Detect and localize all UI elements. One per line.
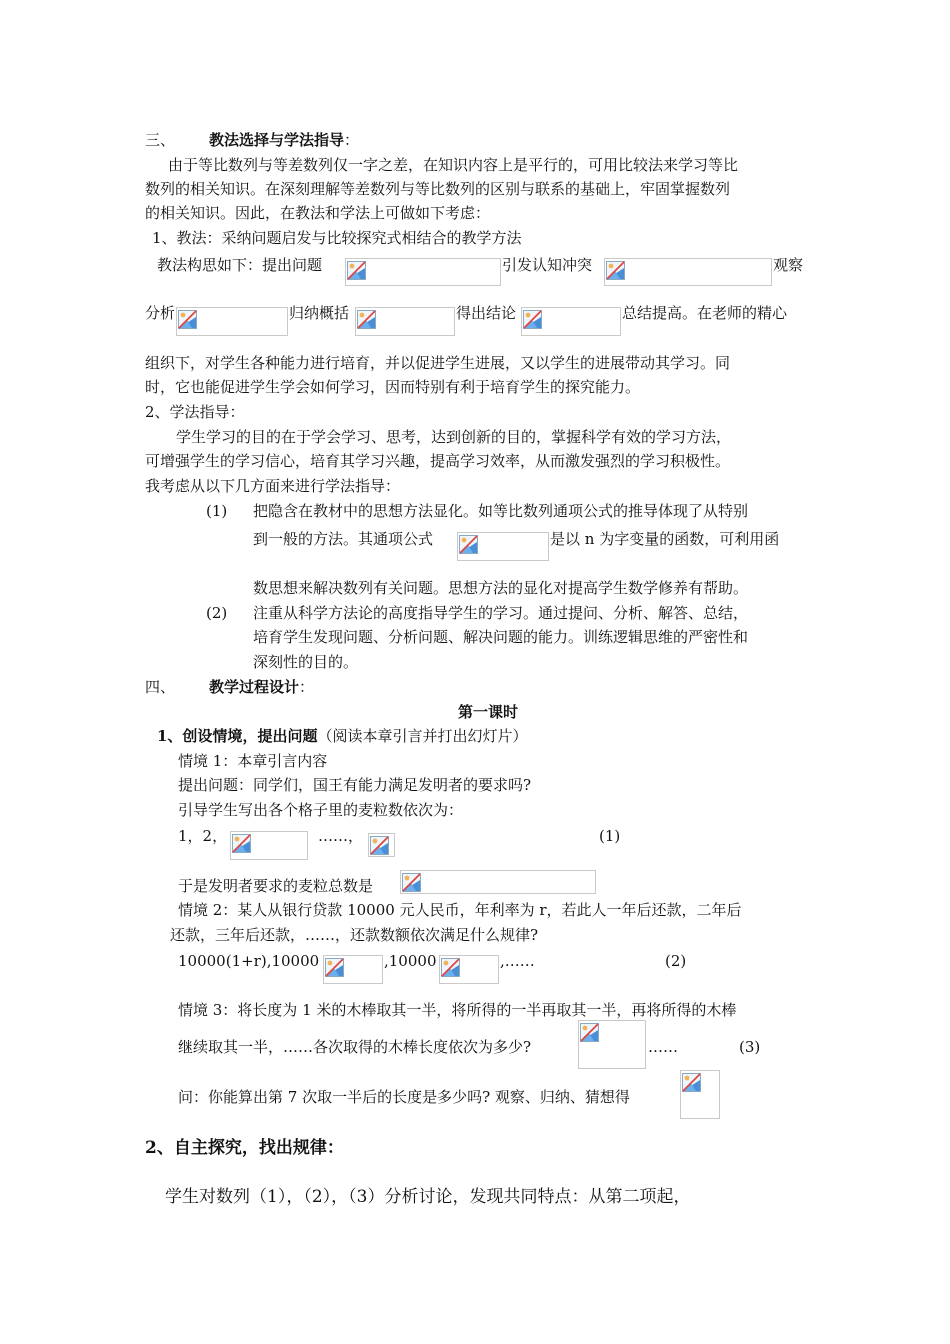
section3-heading: [145, 130, 359, 150]
scenario-2: 情境 2：某人从银行贷款 10000 元人民币，年利率为 r，若此人一年后还款，二年后: [178, 901, 742, 919]
guide-text: 引导学生写出各个格子里的麦粒数依次为：: [178, 801, 464, 819]
list-text: 是以 n 为字变量的函数，可利用函: [550, 530, 780, 548]
learning-guide-item: 2、学法指导：: [145, 403, 245, 421]
formula-image: [457, 532, 549, 561]
scenario-1: 情境 1：本章引言内容: [178, 752, 328, 770]
formula-image: [521, 307, 621, 336]
broken-image-icon: [232, 834, 251, 853]
formula-image: [368, 833, 395, 857]
section4-number: 四、: [145, 678, 176, 696]
broken-image-icon: [580, 1023, 599, 1042]
list-number: (1): [206, 502, 228, 520]
formula-image: [439, 955, 499, 984]
scenario-3: 继续取其一半，……各次取得的木棒长度依次为多少?: [178, 1038, 532, 1056]
formula-image: [345, 258, 501, 286]
step1-note: （阅读本章引言并打出幻灯片）: [317, 727, 528, 745]
lesson-title: 第一课时: [458, 703, 519, 721]
scenario-2: 还款，三年后还款，……，还款数额依次满足什么规律?: [170, 926, 539, 944]
paragraph-line: 由于等比数列与等差数列仅一字之差，在知识内容上是平行的，可用比较法来学习等比: [168, 156, 739, 174]
paragraph-line: 组织下，对学生各种能力进行培育，并以促进学生进展，又以学生的进展带动其学习。同: [145, 354, 731, 372]
list-text: 把隐含在教材中的思想方法显化。如等比数列通项公式的推导体现了从特别: [253, 502, 749, 520]
paragraph-line: 学生学习的目的在于学会学习、思考，达到创新的目的，掌握科学有效的学习方法，: [176, 428, 732, 446]
formula-image: [355, 307, 455, 336]
flow-text: 引发认知冲突: [502, 256, 593, 274]
list-text: 深刻性的目的。: [253, 653, 359, 671]
list-text: 培育学生发现问题、分析问题、解决问题的能力。训练逻辑思维的严密性和: [253, 628, 749, 646]
paragraph-line: 学生对数列（1），（2），（3）分析讨论，发现共同特点：从第二项起，: [165, 1187, 691, 1207]
section4-heading: [145, 677, 314, 697]
question-1: 提出问题：同学们，国王有能力满足发明者的要求吗?: [178, 776, 532, 794]
broken-image-icon: [606, 261, 625, 280]
scenario-3: 情境 3：将长度为 1 米的木棒取其一半，将所得的一半再取其一半，再将所得的木棒: [178, 1001, 737, 1019]
sequence-text: ……: [648, 1038, 678, 1056]
paragraph-line: 可增强学生的学习信心，培育其学习兴趣，提高学习效率，从而激发强烈的学习积极性。: [145, 452, 731, 470]
sequence-text: ,……: [500, 952, 535, 970]
paragraph-line: 的相关知识。因此，在教法和学法上可做如下考虑：: [145, 204, 491, 222]
broken-image-icon: [347, 261, 366, 280]
broken-image-icon: [459, 535, 478, 554]
flow-text: 归纳概括: [289, 304, 350, 322]
list-text: 到一般的方法。其通项公式: [253, 530, 434, 548]
section4-colon: ：: [299, 678, 315, 696]
step2-title: 2、自主探究，找出规律：: [145, 1138, 344, 1158]
list-text: 数思想来解决数列有关问题。思想方法的显化对提高学生数学修养有帮助。: [253, 579, 749, 597]
question-text: 问：你能算出第 7 次取一半后的长度是多少吗? 观察、归纳、猜想得: [178, 1088, 630, 1106]
step1-title: 1、创设情境，提出问题: [157, 727, 318, 745]
formula-image: [680, 1070, 720, 1119]
paragraph-line: 数列的相关知识。在深刻理解等差数列与等比数列的区别与联系的基础上，牢固掌握数列: [145, 180, 731, 198]
total-text: 于是发明者要求的麦粒总数是: [178, 877, 374, 895]
formula-image: [323, 955, 383, 984]
flow-text: 得出结论: [456, 304, 517, 322]
paragraph-line: 时，它也能促进学生学会如何学习，因而特别有利于培育学生的探究能力。: [145, 378, 641, 396]
formula-image: [604, 258, 772, 286]
sequence-text: ,10000: [384, 952, 437, 970]
broken-image-icon: [325, 958, 344, 977]
section4-title: 教学过程设计: [209, 678, 300, 696]
broken-image-icon: [441, 958, 460, 977]
broken-image-icon: [357, 310, 376, 329]
teaching-method-item: 1、教法：采纳问题启发与比较探究式相结合的教学方法: [152, 229, 522, 247]
sequence-text: 1，2，: [178, 827, 228, 845]
list-number: (2): [206, 604, 228, 622]
section3-colon: ：: [344, 131, 360, 149]
formula-image: [578, 1020, 646, 1069]
flow-text: 总结提高。在老师的精心: [622, 304, 788, 322]
sequence-text: ……，: [318, 827, 364, 845]
flow-text: 分析: [145, 304, 176, 322]
formula-image: [400, 870, 596, 894]
formula-image: [230, 831, 308, 860]
paragraph-line: 我考虑从以下几方面来进行学法指导：: [145, 477, 401, 495]
equation-tag: (3): [739, 1038, 761, 1056]
flow-text: 观察: [773, 256, 804, 274]
broken-image-icon: [178, 310, 197, 329]
equation-tag: (2): [665, 952, 687, 970]
broken-image-icon: [402, 873, 421, 892]
flow-text: 教法构思如下：提出问题: [157, 256, 323, 274]
broken-image-icon: [370, 836, 389, 855]
broken-image-icon: [523, 310, 542, 329]
section3-title: 教法选择与学法指导: [209, 131, 345, 149]
section3-number: 三、: [145, 131, 176, 149]
equation-tag: (1): [599, 827, 621, 845]
broken-image-icon: [682, 1073, 701, 1092]
list-text: 注重从科学方法论的高度指导学生的学习。通过提问、分析、解答、总结，: [253, 604, 749, 622]
step1-heading: [157, 726, 527, 746]
sequence-text: 10000(1+r),10000: [178, 952, 320, 970]
formula-image: [176, 307, 288, 336]
